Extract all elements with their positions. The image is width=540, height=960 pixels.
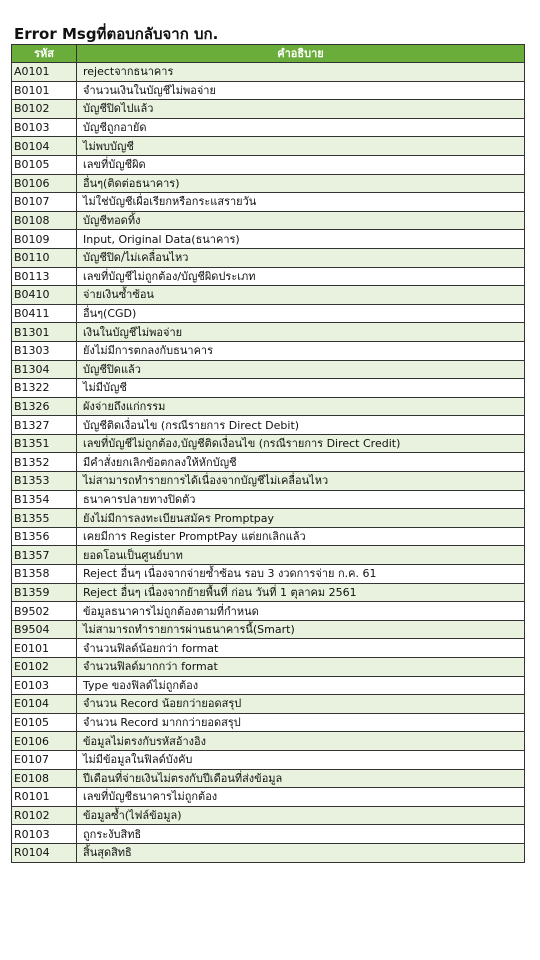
- error-description-cell: ถูกระงับสิทธิ: [77, 825, 525, 844]
- error-code-cell: B0101: [12, 81, 77, 100]
- table-row: [12, 602, 525, 621]
- table-row: [12, 453, 525, 472]
- error-code-cell: B0105: [12, 155, 77, 174]
- error-code-cell: E0104: [12, 695, 77, 714]
- table-row: [12, 286, 525, 305]
- error-code-cell: B9504: [12, 620, 77, 639]
- error-code-cell: B1326: [12, 397, 77, 416]
- error-description-cell: จำนวนเงินในบัญชีไม่พอจ่าย: [77, 81, 525, 100]
- page-title: Error Msgที่ตอบกลับจาก บก.: [14, 25, 219, 43]
- table-row: [12, 825, 525, 844]
- error-code-cell: B1357: [12, 546, 77, 565]
- error-description-cell: ไม่ใช่บัญชีเผื่อเรียกหรือกระแสรายวัน: [77, 193, 525, 212]
- table-row: [12, 565, 525, 584]
- table-row: [12, 193, 525, 212]
- header-row: [12, 45, 525, 63]
- error-description-cell: มีคำสั่งยกเลิกข้อตกลงให้หักบัญชี: [77, 453, 525, 472]
- error-code-cell: B0106: [12, 174, 77, 193]
- error-code-cell: B0410: [12, 286, 77, 305]
- error-description-cell: เลขที่บัญชีธนาคารไม่ถูกต้อง: [77, 788, 525, 807]
- error-description-cell: จ่ายเงินซ้ำซ้อน: [77, 286, 525, 305]
- error-code-cell: B1354: [12, 490, 77, 509]
- error-description-cell: rejectจากธนาคาร: [77, 63, 525, 82]
- table-row: [12, 100, 525, 119]
- table-row: [12, 509, 525, 528]
- error-description-cell: จำนวน Record น้อยกว่ายอดสรุป: [77, 695, 525, 714]
- table-row: [12, 527, 525, 546]
- error-description-cell: ปีเดือนที่จ่ายเงินไม่ตรงกับปีเดือนที่ส่งข้อมูล: [77, 769, 525, 788]
- error-description-cell: ข้อมูลธนาคารไม่ถูกต้องตามที่กำหนด: [77, 602, 525, 621]
- column-header-code: รหัส: [12, 45, 77, 63]
- table-row: [12, 490, 525, 509]
- error-description-cell: บัญชีปิด/ไม่เคลื่อนไหว: [77, 248, 525, 267]
- error-code-cell: R0104: [12, 843, 77, 862]
- error-description-cell: จำนวนฟิลด์น้อยกว่า format: [77, 639, 525, 658]
- table-row: [12, 843, 525, 862]
- error-code-cell: B1355: [12, 509, 77, 528]
- error-description-cell: ผังจ่ายถึงแก่กรรม: [77, 397, 525, 416]
- error-code-cell: E0103: [12, 676, 77, 695]
- error-code-cell: R0102: [12, 806, 77, 825]
- error-code-cell: B1327: [12, 416, 77, 435]
- error-code-cell: B0102: [12, 100, 77, 119]
- error-description-cell: สิ้นสุดสิทธิ: [77, 843, 525, 862]
- table-row: [12, 769, 525, 788]
- error-code-cell: B1352: [12, 453, 77, 472]
- table-header: [12, 45, 525, 63]
- error-code-cell: B1356: [12, 527, 77, 546]
- error-description-cell: Type ของฟิลด์ไม่ถูกต้อง: [77, 676, 525, 695]
- error-description-cell: ธนาคารปลายทางปิดตัว: [77, 490, 525, 509]
- error-code-cell: B1304: [12, 360, 77, 379]
- error-code-cell: B0109: [12, 230, 77, 249]
- error-code-cell: E0105: [12, 713, 77, 732]
- error-description-cell: เงินในบัญชีไม่พอจ่าย: [77, 323, 525, 342]
- error-code-cell: B1322: [12, 379, 77, 398]
- table-row: [12, 397, 525, 416]
- error-description-cell: จำนวนฟิลด์มากกว่า format: [77, 658, 525, 677]
- table-row: [12, 379, 525, 398]
- table-row: [12, 620, 525, 639]
- error-code-cell: B0113: [12, 267, 77, 286]
- table-row: [12, 304, 525, 323]
- table-row: [12, 434, 525, 453]
- table-row: [12, 806, 525, 825]
- error-code-cell: B1353: [12, 472, 77, 491]
- error-description-cell: ข้อมูลไม่ตรงกับรหัสอ้างอิง: [77, 732, 525, 751]
- error-code-cell: B1351: [12, 434, 77, 453]
- table-row: [12, 546, 525, 565]
- error-code-cell: B0104: [12, 137, 77, 156]
- error-code-cell: B0103: [12, 118, 77, 137]
- error-description-cell: จำนวน Record มากกว่ายอดสรุป: [77, 713, 525, 732]
- table-row: [12, 137, 525, 156]
- table-row: [12, 695, 525, 714]
- error-code-cell: E0101: [12, 639, 77, 658]
- error-description-cell: เลขที่บัญชีผิด: [77, 155, 525, 174]
- error-code-cell: B0107: [12, 193, 77, 212]
- error-description-cell: ไม่มีบัญชี: [77, 379, 525, 398]
- error-description-cell: ไม่สามารถทำรายการได้เนื่องจากบัญชีไม่เคลื่อนไหว: [77, 472, 525, 491]
- table-row: [12, 472, 525, 491]
- table-row: [12, 63, 525, 82]
- error-description-cell: Reject อื่นๆ เนื่องจากจ่ายซ้ำซ้อน รอบ 3 งวดการจ่าย ก.ค. 61: [77, 565, 525, 584]
- table-row: [12, 267, 525, 286]
- table-row: [12, 211, 525, 230]
- column-header-description: คำอธิบาย: [77, 45, 525, 63]
- error-description-cell: ยอดโอนเป็นศูนย์บาท: [77, 546, 525, 565]
- error-code-cell: B1303: [12, 341, 77, 360]
- error-code-cell: R0103: [12, 825, 77, 844]
- table-row: [12, 155, 525, 174]
- table-row: [12, 788, 525, 807]
- table-row: [12, 323, 525, 342]
- table-row: [12, 713, 525, 732]
- error-description-cell: บัญชีทอดทิ้ง: [77, 211, 525, 230]
- error-description-cell: ยังไม่มีการตกลงกับธนาคาร: [77, 341, 525, 360]
- table-row: [12, 174, 525, 193]
- error-description-cell: เลขที่บัญชีไม่ถูกต้อง/บัญชีผิดประเภท: [77, 267, 525, 286]
- table-row: [12, 658, 525, 677]
- error-code-cell: R0101: [12, 788, 77, 807]
- error-code-cell: B1358: [12, 565, 77, 584]
- table-body: [12, 63, 525, 863]
- table-row: [12, 341, 525, 360]
- error-code-cell: B9502: [12, 602, 77, 621]
- table-row: [12, 81, 525, 100]
- error-code-cell: B1359: [12, 583, 77, 602]
- error-description-cell: อื่นๆ(ติดต่อธนาคาร): [77, 174, 525, 193]
- error-description-cell: บัญชีปิดแล้ว: [77, 360, 525, 379]
- table-row: [12, 732, 525, 751]
- table-row: [12, 230, 525, 249]
- error-description-cell: ไม่สามารถทำรายการผ่านธนาคารนี้(Smart): [77, 620, 525, 639]
- error-description-cell: Input, Original Data(ธนาคาร): [77, 230, 525, 249]
- error-description-cell: บัญชีถูกอายัด: [77, 118, 525, 137]
- table-row: [12, 750, 525, 769]
- error-description-cell: Reject อื่นๆ เนื่องจากย้ายพื้นที่ ก่อน วันที่ 1 ตุลาคม 2561: [77, 583, 525, 602]
- error-description-cell: ไม่มีข้อมูลในฟิลด์บังคับ: [77, 750, 525, 769]
- error-description-cell: ยังไม่มีการลงทะเบียนสมัคร Promptpay: [77, 509, 525, 528]
- error-code-cell: B0411: [12, 304, 77, 323]
- error-description-cell: บัญชีปิดไปแล้ว: [77, 100, 525, 119]
- error-code-cell: B0108: [12, 211, 77, 230]
- error-code-cell: E0107: [12, 750, 77, 769]
- error-code-cell: B1301: [12, 323, 77, 342]
- error-code-cell: E0106: [12, 732, 77, 751]
- error-code-cell: E0108: [12, 769, 77, 788]
- error-description-cell: เคยมีการ Register PromptPay แต่ยกเลิกแล้ว: [77, 527, 525, 546]
- error-description-cell: อื่นๆ(CGD): [77, 304, 525, 323]
- table-row: [12, 416, 525, 435]
- error-description-cell: ไม่พบบัญชี: [77, 137, 525, 156]
- error-description-cell: บัญชีติดเงื่อนไข (กรณีรายการ Direct Debit): [77, 416, 525, 435]
- table-row: [12, 676, 525, 695]
- error-description-cell: เลขที่บัญชีไม่ถูกต้อง,บัญชีติดเงื่อนไข (กรณีรายการ Direct Credit): [77, 434, 525, 453]
- table-row: [12, 360, 525, 379]
- table-row: [12, 639, 525, 658]
- table-row: [12, 118, 525, 137]
- error-code-cell: A0101: [12, 63, 77, 82]
- error-code-cell: B0110: [12, 248, 77, 267]
- table-row: [12, 583, 525, 602]
- error-code-table: [11, 44, 525, 863]
- table-row: [12, 248, 525, 267]
- error-description-cell: ข้อมูลซ้ำ(ไฟล์ข้อมูล): [77, 806, 525, 825]
- error-code-cell: E0102: [12, 658, 77, 677]
